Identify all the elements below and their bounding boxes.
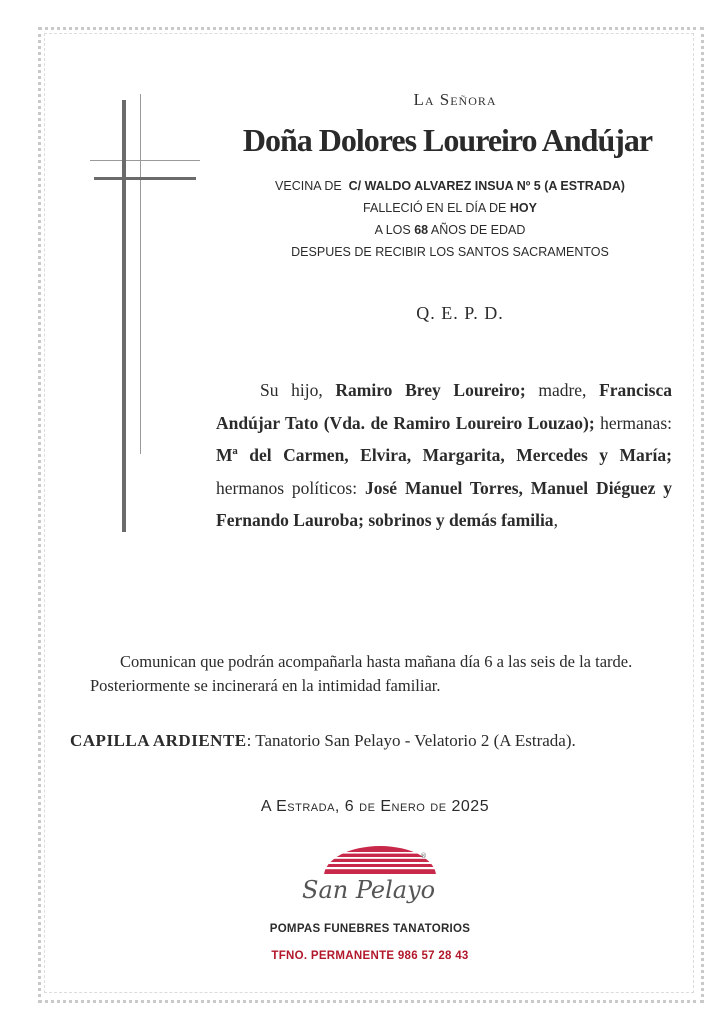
announcement: Comunican que podrán acompañarla hasta mañana día 6 a las seis de la tarde. Posteriormente se incinerará en la intimidad familiar. [90,652,633,695]
san-pelayo-logo [292,838,442,918]
family-paragraph: Su hijo, Ramiro Brey Loureiro; madre, Francisca Andújar Tato (Vda. de Ramiro Loureiro Louzao); hermanas: Mª del Carmen, Elvira, Margarita, Mercedes y María; hermanos políticos: José Manuel Torres, Manuel Diéguez y Fernando Lauroba; sobrinos y demás familia, [216,380,672,530]
age-line: A LOS 68 AÑOS DE EDAD [374,223,526,237]
date-line: A Estrada, 6 de Enero de 2025 [260,798,490,815]
qepd: Q. E. P. D. [416,303,504,323]
capilla-ardiente: CAPILLA ARDIENTE: Tanatorio San Pelayo - Velatorio 2 (A Estrada). [70,731,576,750]
death-line: FALLECIÓ EN EL DÍA DE HOY [363,201,537,215]
svg-text:®: ® [420,852,427,860]
phone-number: TFNO. PERMANENTE 986 57 28 43 [271,950,469,962]
title: La Señora [413,90,497,109]
svg-text:San Pelayo: San Pelayo [302,876,436,904]
deceased-name: Doña Dolores Loureiro Andújar [242,122,653,158]
sacraments-line: DESPUES DE RECIBIR LOS SANTOS SACRAMENTOS [291,245,609,259]
sunrise-logo-icon [292,838,442,918]
company-name: POMPAS FUNEBRES TANATORIOS [269,923,471,935]
address-line: VECINA DE C/ WALDO ALVAREZ INSUA Nº 5 (A ESTRADA) [275,179,625,193]
